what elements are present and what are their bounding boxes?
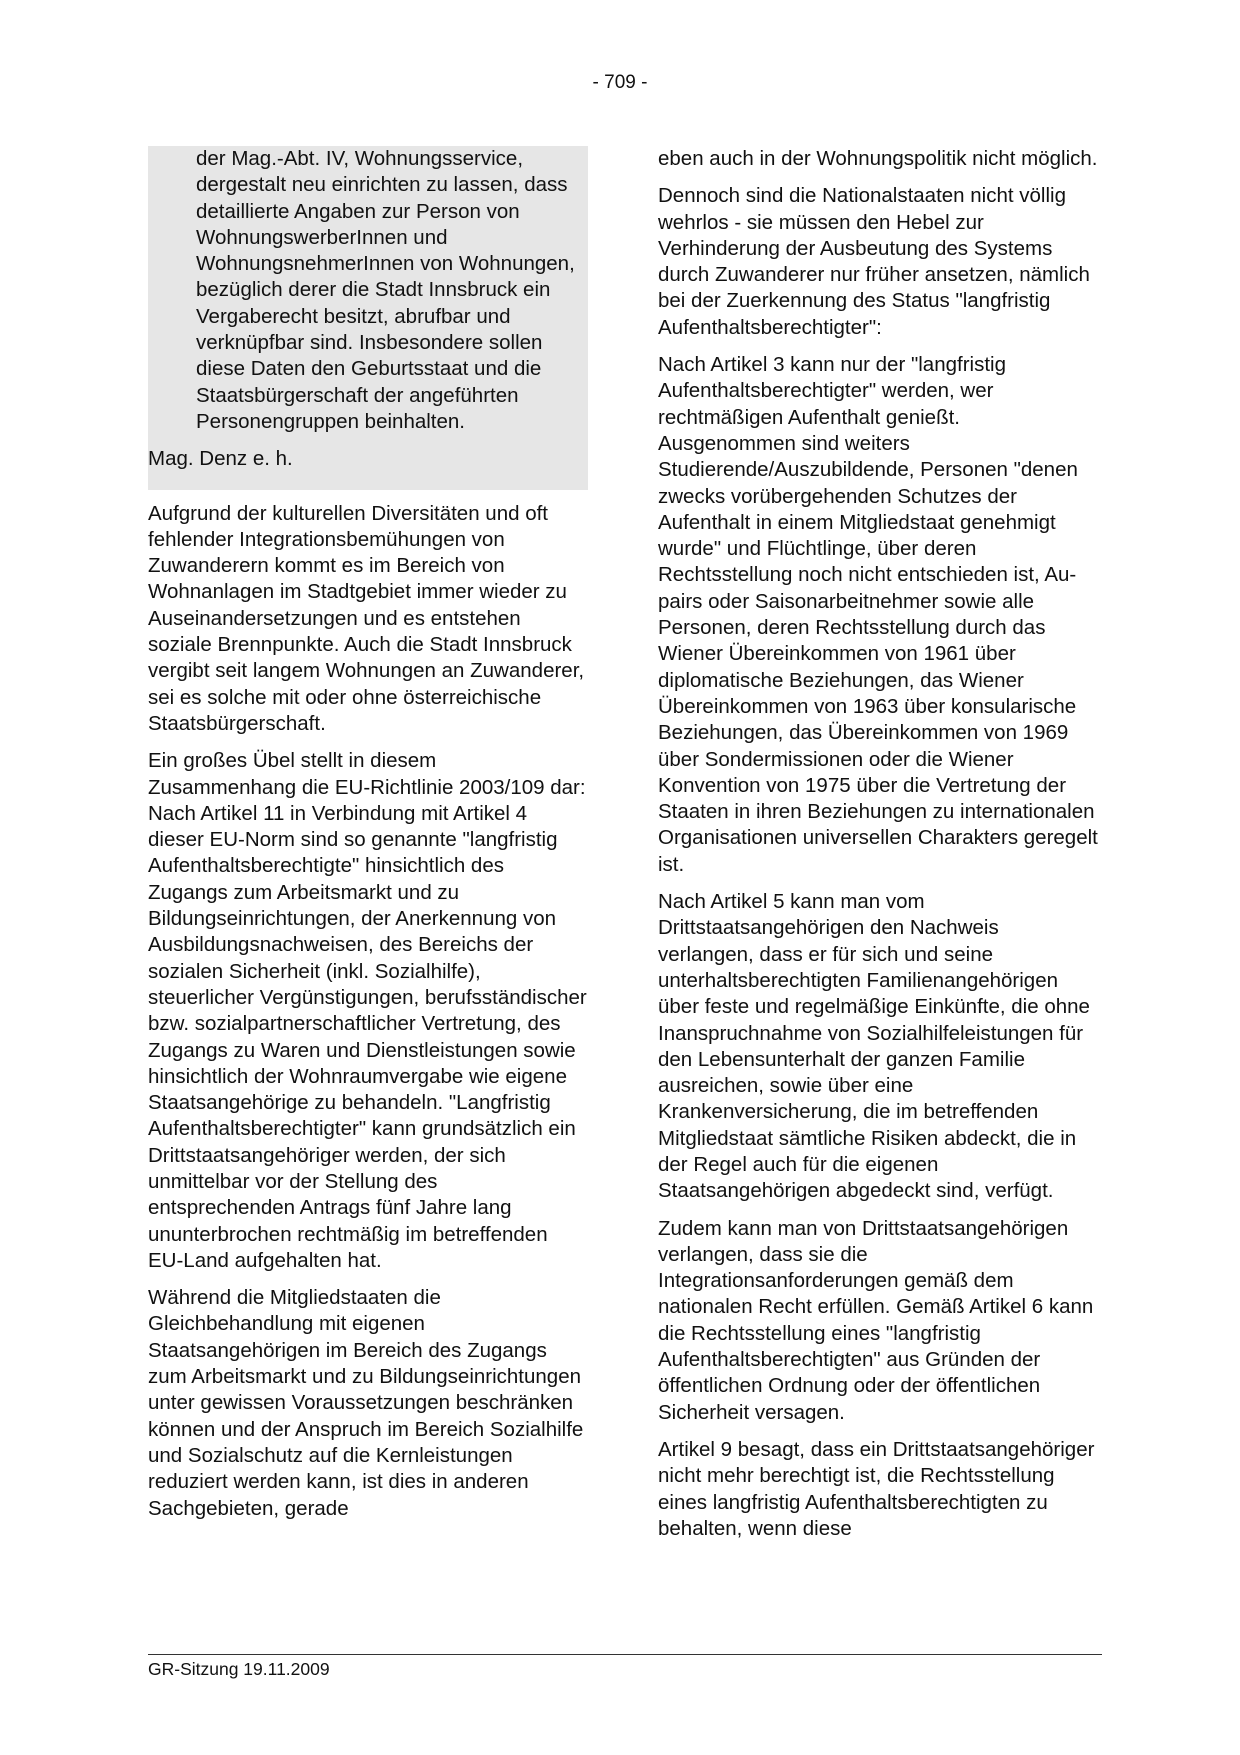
paragraph: Nach Artikel 3 kann nur der "langfristig Aufenthaltsberechtigter" werden, wer rechtmäßigen Aufenthalt genießt. Ausgenommen sind weiters Studierende/Auszubildende, Personen "denen zwecks vorübergehenden Schutzes der Aufenthalt in einem Mitgliedstaat genehmigt wurde" und Flüchtlinge, über deren Rechtsstellung noch nicht entschieden ist, Au-pairs oder Saisonarbeitnehmer sowie alle Personen, deren Rechtsstellung durch das Wiener Übereinkommen von 1961 über diplomatische Beziehungen, das Wiener Übereinkommen von 1963 über konsularische Beziehungen, das Übereinkommen von 1969 über Sondermissionen oder die Wiener Konvention von 1975 über die Vertretung der Staaten in ihren Beziehungen zu internationalen Organisationen universellen Charakters geregelt ist. [658,353,1098,876]
motion-box [148,146,588,490]
paragraph: Zudem kann man von Drittstaatsangehörigen verlangen, dass sie die Integrationsanforderungen gemäß dem nationalen Recht erfüllen. Gemäß Artikel 6 kann die Rechtsstellung eines "langfristig Aufenthaltsberechtigten" aus Gründen der öffentlichen Ordnung oder der öffentlichen Sicherheit versagen. [658,1216,1094,1424]
footer-text: GR-Sitzung 19.11.2009 [148,1659,330,1679]
right-column [658,146,1098,1553]
paragraph: Dennoch sind die Nationalstaaten nicht völlig wehrlos - sie müssen den Hebel zur Verhinderung der Ausbeutung des Systems durch Zuwanderer nur früher ansetzen, nämlich bei der Zuerkennung des Status "langfristig Aufenthaltsberechtigter": [658,184,1090,339]
motion-signature: Mag. Denz e. h. [148,447,293,471]
footer-divider [148,1654,1102,1655]
left-column [148,146,588,1533]
motion-text: der Mag.-Abt. IV, Wohnungsservice, dergestalt neu einrichten zu lassen, dass detaillierte Angaben zur Person von WohnungswerberInnen und WohnungsnehmerInnen von Wohnungen, bezüglich derer die Stadt Innsbruck ein Vergaberecht besitzt, abrufbar und verknüpfbar sind. Insbesondere sollen diese Daten den Geburtsstaat und die Staatsbürgerschaft der angeführten Personengruppen beinhalten. [196,147,575,433]
paragraph: Während die Mitgliedstaaten die Gleichbehandlung mit eigenen Staatsangehörigen im Bereich des Zugangs zum Arbeitsmarkt und zu Bildungseinrichtungen unter gewissen Voraussetzungen beschränken können und der Anspruch im Bereich Sozialhilfe und Sozialschutz auf die Kernleistungen reduziert werden kann, ist dies in anderen Sachgebieten, gerade [148,1286,584,1520]
paragraph: Aufgrund der kulturellen Diversitäten und oft fehlender Integrationsbemühungen von Zuwanderern kommt es im Bereich von Wohnanlagen im Stadtgebiet immer wieder zu Auseinandersetzungen und es entstehen soziale Brennpunkte. Auch die Stadt Innsbruck vergibt seit langem Wohnungen an Zuwanderer, sei es solche mit oder ohne österreichische Staatsbürgerschaft. [148,501,585,735]
paragraph: Artikel 9 besagt, dass ein Drittstaatsangehöriger nicht mehr berechtigt ist, die Rechtsstellung eines langfristig Aufenthaltsberechtigten zu behalten, wenn diese [658,1437,1095,1540]
page-number: - 709 - [592,72,648,93]
paragraph: Nach Artikel 5 kann man vom Drittstaatsangehörigen den Nachweis verlangen, dass er für sich und seine unterhaltsberechtigten Familienangehörigen über feste und regelmäßige Einkünfte, die ohne Inanspruchnahme von Sozialhilfeleistungen für den Lebensunterhalt der ganzen Familie ausreichen, sowie über eine Krankenversicherung, die im betreffenden Mitgliedstaat sämtliche Risiken abdeckt, die in der Regel auch für die eigenen Staatsangehörigen abgedeckt sind, verfügt. [658,890,1090,1203]
paragraph: Ein großes Übel stellt in diesem Zusammenhang die EU-Richtlinie 2003/109 dar: Nach Artikel 11 in Verbindung mit Artikel 4 dieser EU-Norm sind so genannte "langfristig Aufenthaltsberechtigte" hinsichtlich des Zugangs zum Arbeitsmarkt und zu Bildungseinrichtungen, der Anerkennung von Ausbildungsnachweisen, des Bereichs der sozialen Sicherheit (inkl. Sozialhilfe), steuerlicher Vergünstigungen, berufsständischer bzw. sozialpartnerschaftlicher Vertretung, des Zugangs zu Waren und Dienstleistungen sowie hinsichtlich der Wohnraumvergabe wie eigene Staatsangehörige zu behandeln. "Langfristig Aufenthaltsberechtigter" kann grundsätzlich ein Drittstaatsangehöriger werden, der sich unmittelbar vor der Stellung des entsprechenden Antrags fünf Jahre lang ununterbrochen rechtmäßig im betreffenden EU-Land aufgehalten hat. [148,749,587,1272]
paragraph: eben auch in der Wohnungspolitik nicht möglich. [658,147,1098,170]
